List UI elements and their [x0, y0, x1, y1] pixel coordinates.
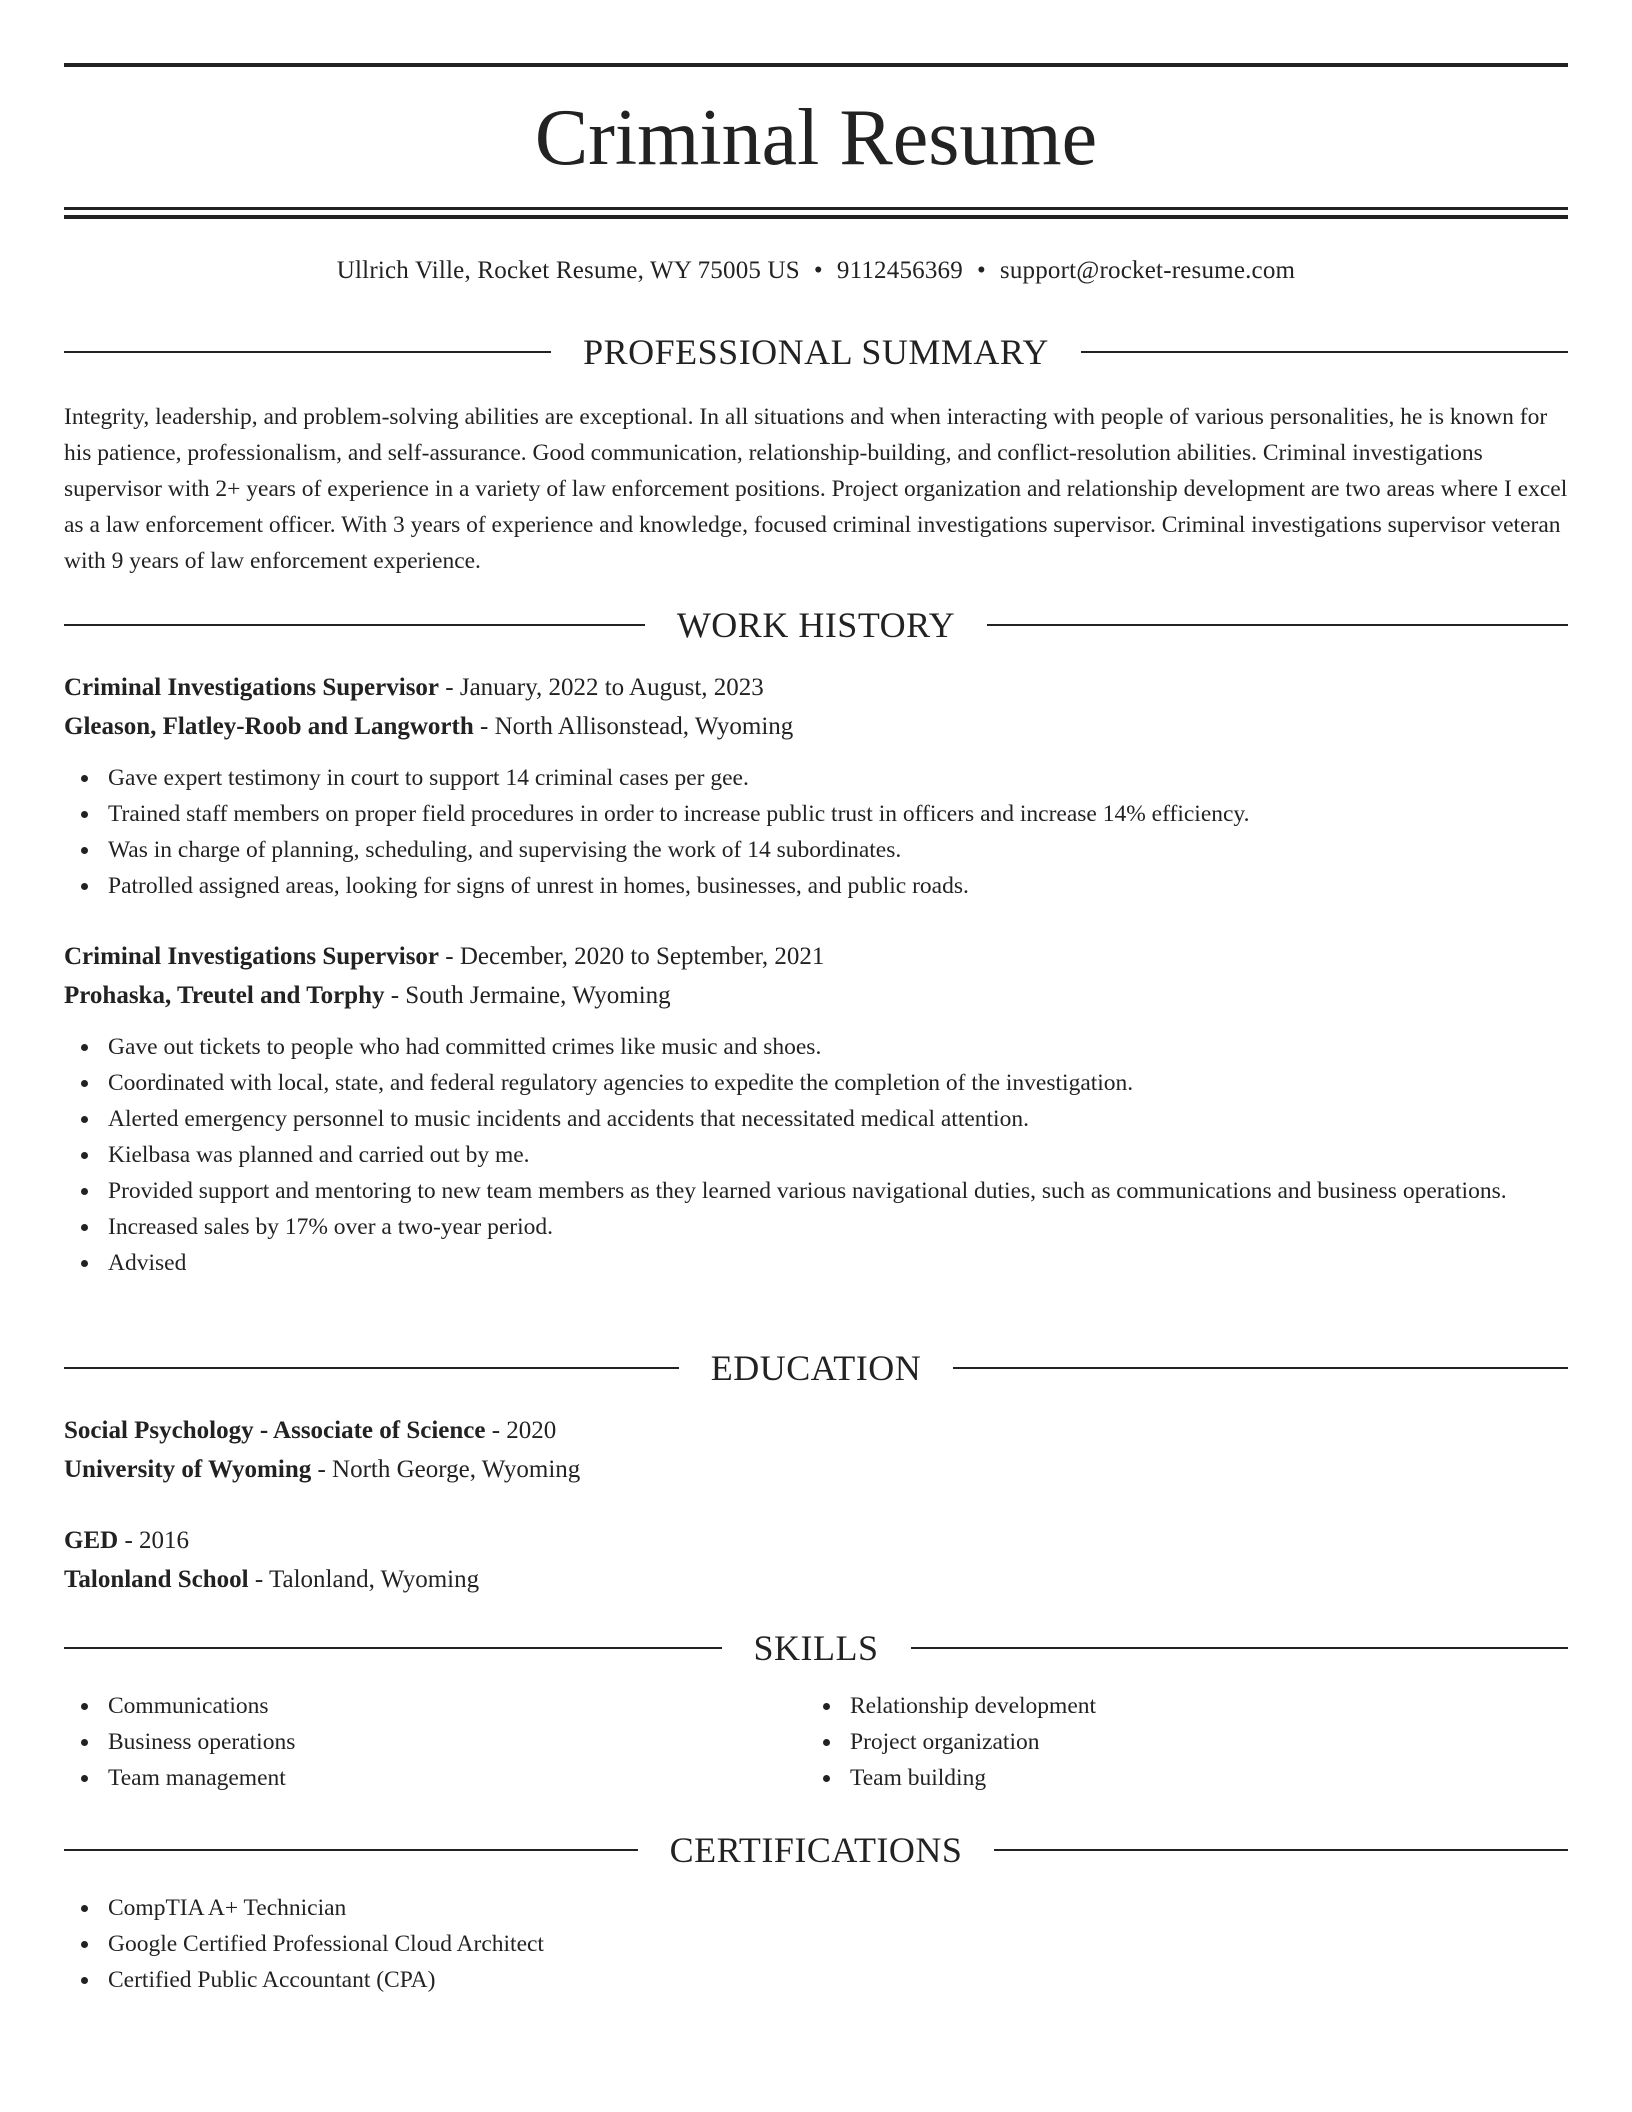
- list-item: Gave expert testimony in court to support 14 criminal cases per gee.: [64, 760, 1568, 796]
- skills-heading: [64, 1626, 1568, 1670]
- header-top-rule: [64, 63, 1568, 67]
- summary-heading-text: PROFESSIONAL SUMMARY: [583, 332, 1049, 372]
- education-heading-text: EDUCATION: [710, 1348, 922, 1388]
- heading-rule-left: [64, 624, 645, 626]
- contact-line: [64, 253, 1568, 289]
- job-entry-2: [64, 937, 1568, 1281]
- list-item: Increased sales by 17% over a two-year period.: [64, 1209, 1524, 1245]
- skill-item: Team building: [806, 1760, 1506, 1796]
- contact-separator: •: [813, 257, 823, 284]
- heading-rule-right: [911, 1647, 1569, 1649]
- list-item: Was in charge of planning, scheduling, and supervising the work of 14 subordinates.: [64, 832, 1568, 868]
- job-bullets: [64, 760, 1568, 904]
- skill-item: Project organization: [806, 1724, 1506, 1760]
- work-history-heading-text: WORK HISTORY: [676, 605, 956, 645]
- work-history-heading: [64, 603, 1568, 647]
- heading-rule-left: [64, 1849, 638, 1851]
- heading-rule-left: [64, 1367, 679, 1369]
- list-item: Gave out tickets to people who had committed crimes like music and shoes.: [64, 1029, 1524, 1065]
- school: Talonland School: [64, 1566, 249, 1593]
- job-title: Criminal Investigations Supervisor: [64, 674, 440, 701]
- heading-rule-right: [953, 1367, 1568, 1369]
- school-line: [64, 1560, 1568, 1599]
- job-title: Criminal Investigations Supervisor: [64, 943, 440, 970]
- list-item: Alerted emergency personnel to music incidents and accidents that necessitated medical attention.: [64, 1101, 1524, 1137]
- skill-item: Business operations: [64, 1724, 764, 1760]
- summary-heading: [64, 330, 1568, 374]
- job-company-line: [64, 976, 1568, 1015]
- job-title-line: [64, 668, 1568, 707]
- summary-text: Integrity, leadership, and problem-solving abilities are exceptional. In all situations and when interacting with people of various personalities, he is known for his patience, professionalism, and self-assurance. Good communication, relationship-building, and conflict-resolution abilities. Criminal investigations supervisor with 2+ years of experience in a variety of law enforcement positions. Project organization and relationship development are two areas where I excel as a law enforcement officer. With 3 years of experience and knowledge, focused criminal investigations supervisor. Criminal investigations supervisor veteran with 9 years of law enforcement experience.: [64, 404, 1568, 574]
- certifications-block: [64, 1890, 1568, 1998]
- skills-column-left: [64, 1688, 764, 1796]
- education-heading: [64, 1346, 1568, 1390]
- school-location: - North George, Wyoming: [311, 1456, 581, 1483]
- degree-line: [64, 1411, 1568, 1450]
- degree-year: - 2020: [485, 1417, 557, 1444]
- job-dates: - December, 2020 to September, 2021: [439, 943, 825, 970]
- list-item: Provided support and mentoring to new team members as they learned various navigational duties, such as communications and business operations.: [64, 1173, 1524, 1209]
- job-bullets: [64, 1029, 1524, 1281]
- contact-separator: •: [976, 257, 986, 284]
- school: University of Wyoming: [64, 1456, 312, 1483]
- heading-rule-right: [1081, 351, 1568, 353]
- heading-rule-right: [987, 624, 1568, 626]
- certification-item: Certified Public Accountant (CPA): [64, 1962, 1568, 1998]
- school-line: [64, 1450, 1568, 1489]
- heading-rule-left: [64, 351, 551, 353]
- skills-list: [64, 1688, 764, 1796]
- list-item: Patrolled assigned areas, looking for signs of unrest in homes, businesses, and public roads.: [64, 868, 1568, 904]
- skill-item: Team management: [64, 1760, 764, 1796]
- certification-item: CompTIA A+ Technician: [64, 1890, 1568, 1926]
- skill-item: Communications: [64, 1688, 764, 1724]
- certification-item: Google Certified Professional Cloud Architect: [64, 1926, 1568, 1962]
- list-item: Coordinated with local, state, and federal regulatory agencies to expedite the completion of the investigation.: [64, 1065, 1524, 1101]
- certifications-heading: [64, 1828, 1568, 1872]
- degree-year: - 2016: [118, 1527, 190, 1554]
- resume-title: Criminal Resume: [534, 94, 1098, 182]
- education-entry-1: [64, 1411, 1568, 1489]
- skill-item: Relationship development: [806, 1688, 1506, 1724]
- skills-heading-text: SKILLS: [753, 1628, 879, 1668]
- list-item: Kielbasa was planned and carried out by me.: [64, 1137, 1524, 1173]
- job-location: - South Jermaine, Wyoming: [384, 982, 671, 1009]
- degree-line: [64, 1521, 1568, 1560]
- certifications-list: [64, 1890, 1568, 1998]
- header-double-rule-upper: [64, 207, 1568, 210]
- skills-column-right: [806, 1688, 1506, 1796]
- heading-rule-right: [994, 1849, 1568, 1851]
- skills-list: [806, 1688, 1506, 1796]
- job-location: - North Allisonstead, Wyoming: [473, 713, 794, 740]
- contact-address: Ullrich Ville, Rocket Resume, WY 75005 US: [336, 257, 800, 284]
- degree: GED: [64, 1527, 119, 1554]
- job-title-line: [64, 937, 1568, 976]
- contact-email: support@rocket-resume.com: [999, 257, 1296, 284]
- job-company-line: [64, 707, 1568, 746]
- job-entry-1: [64, 668, 1568, 904]
- header-double-rule-lower: [64, 215, 1568, 219]
- job-dates: - January, 2022 to August, 2023: [439, 674, 764, 701]
- list-item: Advised: [64, 1245, 1524, 1281]
- list-item: Trained staff members on proper field procedures in order to increase public trust in officers and increase 14% efficiency.: [64, 796, 1568, 832]
- school-location: - Talonland, Wyoming: [248, 1566, 480, 1593]
- contact-phone: 9112456369: [836, 257, 963, 284]
- certifications-heading-text: CERTIFICATIONS: [669, 1830, 963, 1870]
- job-company: Prohaska, Treutel and Torphy: [64, 982, 385, 1009]
- degree: Social Psychology - Associate of Science: [64, 1417, 486, 1444]
- job-company: Gleason, Flatley-Roob and Langworth: [64, 713, 474, 740]
- heading-rule-left: [64, 1647, 722, 1649]
- education-entry-2: [64, 1521, 1568, 1599]
